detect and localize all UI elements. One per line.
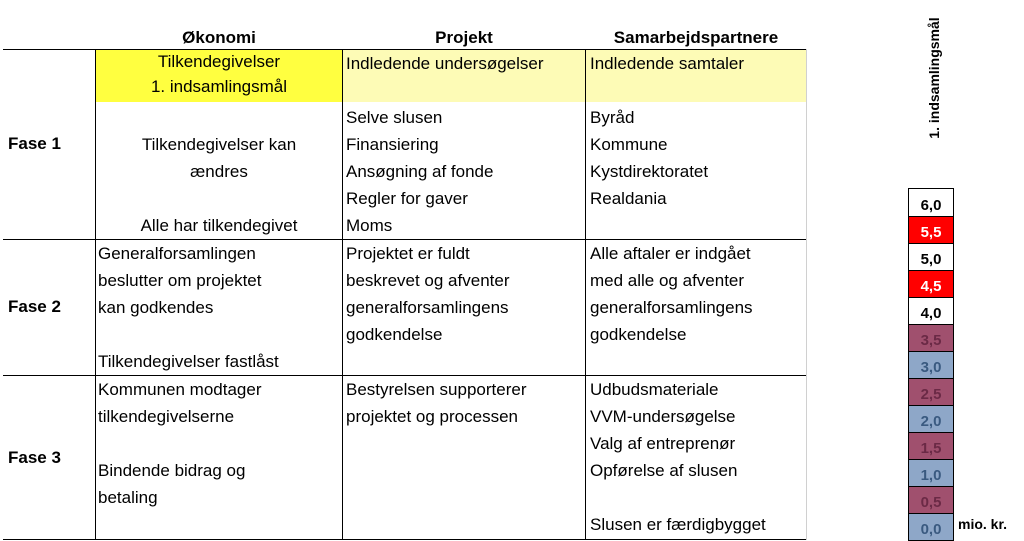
header-project: Projekt bbox=[435, 28, 493, 47]
phase-2-economy: Generalforsamlingen beslutter om projektet kan godkendes Tilkendegivelser fastlåst bbox=[98, 244, 279, 371]
thermometer-segment: 2,5 bbox=[909, 378, 953, 405]
thermometer-segment: 0,5 bbox=[909, 486, 953, 513]
phase-3-label: Fase 3 bbox=[8, 448, 61, 467]
thermometer-segment: 3,0 bbox=[909, 351, 953, 378]
column-divider-right bbox=[806, 49, 807, 540]
column-divider-2 bbox=[342, 49, 343, 540]
thermometer-segment: 5,0 bbox=[909, 243, 953, 270]
fundraising-goal-label: 1. indsamlingsmål bbox=[926, 17, 942, 139]
fundraising-thermometer bbox=[908, 188, 954, 541]
thermometer-segment: 2,0 bbox=[909, 405, 953, 432]
phase-3-partners: Udbudsmateriale VVM-undersøgelse Valg af entreprenør Opførelse af slusen Slusen er færdigbygget bbox=[590, 380, 766, 534]
column-divider-1 bbox=[95, 49, 96, 540]
phase-1-project: Selve slusen Finansiering Ansøgning af fonde Regler for gaver Moms bbox=[346, 108, 494, 235]
phase-1-economy: Tilkendegivelser kan ændres Alle har tilkendegivet bbox=[140, 135, 298, 235]
phase-2-project: Projektet er fuldt beskrevet og afventer generalforsamlingens godkendelse bbox=[346, 244, 510, 344]
header-economy: Økonomi bbox=[182, 28, 256, 47]
phase-2-partners: Alle aftaler er indgået med alle og afventer generalforsamlingens godkendelse bbox=[590, 244, 753, 344]
unit-label: mio. kr. bbox=[958, 516, 1008, 532]
thermometer-segment: 1,5 bbox=[909, 432, 953, 459]
column-divider-3 bbox=[585, 49, 586, 540]
phase-3-project: Bestyrelsen supporterer projektet og processen bbox=[346, 380, 527, 426]
thermometer-segment: 3,5 bbox=[909, 324, 953, 351]
economy-highlight-text: Tilkendegivelser 1. indsamlingsmål bbox=[150, 52, 288, 96]
partners-highlight-text: Indledende samtaler bbox=[590, 54, 745, 73]
phase-1-label: Fase 1 bbox=[8, 134, 61, 153]
project-highlight-text: Indledende undersøgelser bbox=[346, 54, 544, 73]
thermometer-segment: 1,0 bbox=[909, 459, 953, 486]
header-partners: Samarbejdspartnere bbox=[613, 28, 779, 47]
thermometer-segment: 5,5 bbox=[909, 216, 953, 243]
phase-1-partners: Byråd Kommune Kystdirektoratet Realdania bbox=[590, 108, 709, 208]
thermometer-segment: 4,5 bbox=[909, 270, 953, 297]
phase-2-label: Fase 2 bbox=[8, 297, 61, 316]
thermometer-segment: 0,0 bbox=[909, 513, 953, 540]
phase-3-economy: Kommunen modtager tilkendegivelserne Bindende bidrag og betaling bbox=[98, 380, 262, 507]
table-top-line bbox=[3, 49, 806, 50]
thermometer-segment: 6,0 bbox=[909, 189, 953, 216]
thermometer-segment: 4,0 bbox=[909, 297, 953, 324]
